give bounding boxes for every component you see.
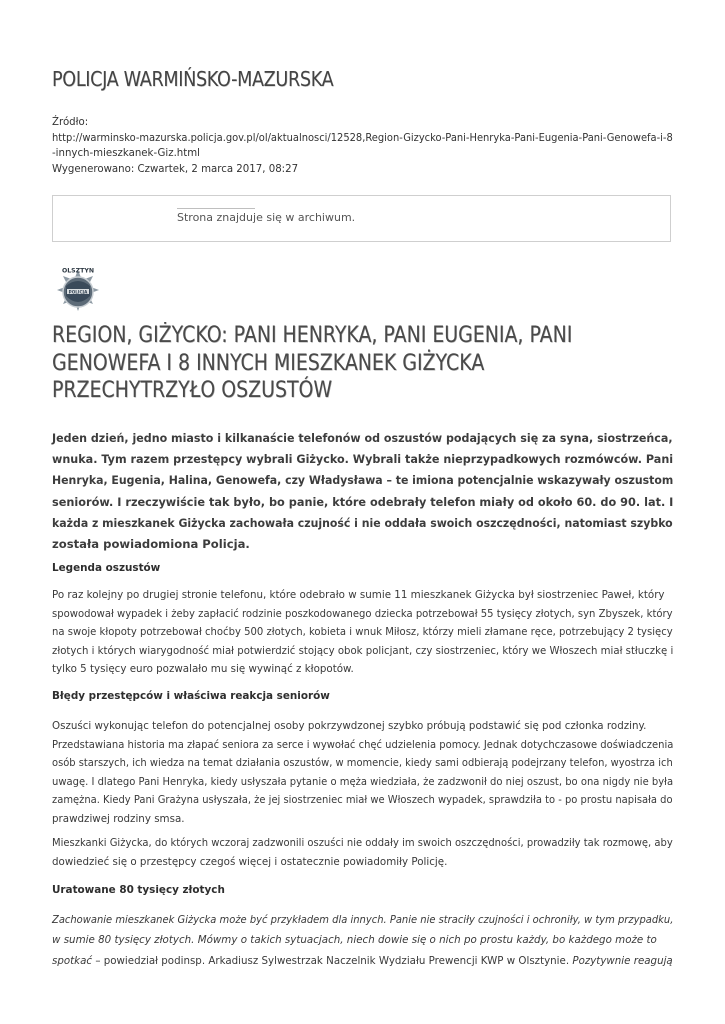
section-heading-errors: Błędy przestępców i właściwa reakcja seniorów bbox=[52, 690, 330, 702]
article-title-line: PRZECHYTRZYŁO OSZUSTÓW bbox=[52, 378, 333, 403]
article-title bbox=[52, 322, 654, 405]
lead-line: Henryka, Eugenia, Halina, Genowefa, czy Władysława – te imiona potencjalnie wskazywały oszustom bbox=[52, 473, 674, 488]
section-legend-paragraph bbox=[52, 586, 673, 679]
article-title-line: GENOWEFA I 8 INNYCH MIESZKANEK GIŻYCKA bbox=[52, 350, 485, 376]
source-url-line2[interactable]: -innych-mieszkanek-Giz.html bbox=[52, 148, 201, 159]
paragraph-line: złotych i których wiarygodność miał potwierdzić stojący obok policjant, czy siostrzeniec, który we Włoszech miał stłuczkę i bbox=[52, 644, 674, 657]
source-url-line1[interactable]: http://warminsko-mazurska.policja.gov.pl/ol/aktualnosci/12528,Region-Gizycko-Pani-Henryka-Pani-Eugenia-Pani-Genowefa-i-8 bbox=[52, 132, 673, 144]
quote-italic-end: Pozytywnie reagują bbox=[572, 954, 673, 967]
lead-line: seniorów. I rzeczywiście tak było, bo panie, które odebrały telefon miały od około 60. do 90. lat. I bbox=[52, 494, 674, 509]
logo-badge-text: POLICJA bbox=[68, 289, 88, 295]
article-title-line: REGION, GIŻYCKO: PANI HENRYKA, PANI EUGENIA, PANI bbox=[52, 323, 573, 348]
paragraph-line: prawdziwej rodziny smsa. bbox=[52, 812, 185, 825]
paragraph-line: Oszuści wykonując telefon do potencjalnej osoby pokrzywdzonej szybko próbują podstawić się pod członka rodziny. bbox=[52, 720, 647, 732]
paragraph-line: Po raz kolejny po drugiej stronie telefonu, które odebrało w sumie 11 mieszkanek Giżycka był siostrzeniec Paweł, który bbox=[52, 589, 665, 601]
archive-notice-box bbox=[52, 195, 671, 242]
logo-top-text: OLSZTYN bbox=[61, 267, 95, 275]
lead-line: Jeden dzień, jedno miasto i kilkanaście telefonów od oszustów podających się za syna, siostrzeńca, bbox=[52, 431, 673, 445]
source-label: Źródło: bbox=[52, 117, 89, 128]
section-saved-paragraph bbox=[52, 910, 673, 971]
source-meta bbox=[52, 115, 673, 177]
article-lead bbox=[52, 428, 673, 555]
section-errors-paragraph-2 bbox=[52, 834, 673, 871]
lead-line: została powiadomiona Policja. bbox=[52, 537, 250, 552]
section-heading-legend: Legenda oszustów bbox=[52, 562, 161, 574]
paragraph-line: dowiedzieć się o przestępcy czegoś więcej i ostatecznie powiadomiły Policję. bbox=[52, 855, 448, 868]
quote-attribution: – powiedział podinsp. Arkadiusz Sylwestrzak Naczelnik Wydziału Prewencji KWP w Olsztynie. bbox=[92, 954, 573, 967]
paragraph-line-mixed bbox=[52, 951, 671, 971]
site-title: POLICJA WARMIŃSKO-MAZURSKA bbox=[52, 67, 334, 91]
lead-line: każda z mieszkanek Giżycka zachowała czujność i nie oddała swoich oszczędności, natomiast szybko bbox=[52, 515, 673, 530]
lead-line: wnuka. Tym razem przestępcy wybrali Giżycko. Wybrali także nieprzypadkowych rozmówców. Pani bbox=[52, 452, 674, 467]
archive-divider bbox=[177, 208, 255, 209]
paragraph-line: na swoje kłopoty potrzebował choćby 500 złotych, kobieta i wnuk Miłosz, którzy mieli złamane ręce, potrzebujący 2 tysięcy bbox=[52, 626, 673, 639]
generated-date: Wygenerowano: Czwartek, 2 marca 2017, 08:27 bbox=[52, 163, 299, 175]
paragraph-line: tylko 5 tysięcy euro pozwalało mu się wywinąć z kłopotów. bbox=[52, 663, 354, 676]
quote-italic: spotkać bbox=[52, 954, 93, 967]
section-errors-paragraph bbox=[52, 717, 673, 829]
paragraph-line: w sumie 80 tysięcy złotych. Mówmy o takich sytuacjach, niech dowie się o nich po prostu każdy, bo każdego może to bbox=[52, 934, 657, 947]
paragraph-line: Zachowanie mieszkanek Giżycka może być przykładem dla innych. Panie nie straciły czujności i ochroniły, w tym przypadku, bbox=[52, 914, 674, 926]
paragraph-line: osób starszych, ich wiedza na temat działania oszustów, w momencie, kiedy sami odbierają podejrzany telefon, wyostrza ich bbox=[52, 757, 673, 770]
paragraph-line: Mieszkanki Giżycka, do których wczoraj zadzwonili oszuści nie oddały im swoich oszczędności, prowadziły tak rozmowę, aby bbox=[52, 837, 673, 849]
section-heading-saved: Uratowane 80 tysięcy złotych bbox=[52, 884, 225, 896]
paragraph-line: uwagę. I dlatego Pani Henryka, kiedy usłyszała pytanie o męża wiedziała, że zadzwonił do niej oszust, bo ona nigdy nie była bbox=[52, 775, 674, 788]
paragraph-line: Przedstawiana historia ma złapać seniora za serce i wywołać chęć udzielenia pomocy. Jednak dotychczasowe doświadczenia bbox=[52, 738, 674, 751]
paragraph-line: spowodował wypadek i żeby zapłacić rodzinie poszkodowanego dziecka potrzebował 55 tysięcy złotych, syn Zbyszek, który bbox=[52, 607, 673, 620]
archive-notice: Strona znajduje się w archiwum. bbox=[177, 211, 356, 224]
police-olsztyn-logo-icon bbox=[52, 264, 104, 318]
paragraph-line: zamężna. Kiedy Pani Grażyna usłyszała, że jej siostrzeniec miał we Włoszech wypadek, sprawdziła to - po prostu napisała do bbox=[52, 794, 673, 807]
